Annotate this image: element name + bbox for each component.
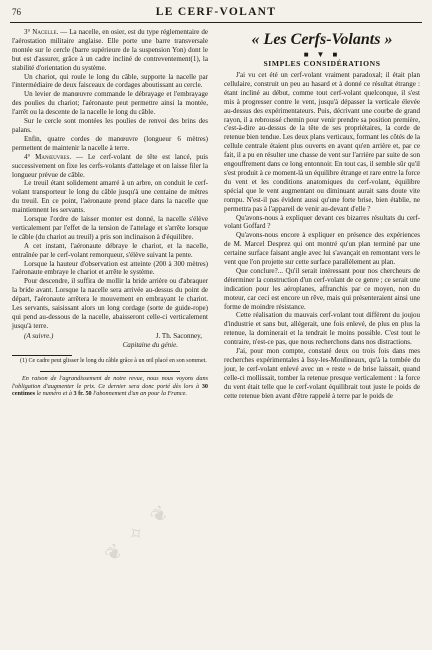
paragraph-poulies: Sur le cercle sont montées les poulies de renvoi des brins des palans. (12, 117, 208, 134)
header-rule (10, 22, 422, 23)
paragraph-issy: J'ai, pour mon compte, constaté deux ou trois fois dans mes recherches expérimentales à Issy-les-Moulineaux, qu'à la tombée du jour, le cerf-volant enlevé avec un « reste » de brise laissait, quand celle-ci mollissait, tomber la retenue presque verticalement : la force du vent était telle que le cerf-volant équilibrait tout juste le poids de cette retenue bien avant d'être rappelé à terre par le poids de (224, 347, 420, 400)
paragraph-hauteur: Lorsque la hauteur d'observation est atteinte (200 à 300 mètres) l'aéronaute embraye le chariot et arrête le système. (12, 259, 208, 277)
page-header (10, 7, 422, 23)
paragraph-ordre: Lorsque l'ordre de laisser monter est donné, la nacelle s'élève verticalement par l'effet de la tension de l'attelage et s'arrête lorsque le câble (du chariot au treuil) a pris son inclinaison à d'équilibre. (12, 215, 208, 241)
paragraph-manoeuvres: 4° Manœuvres. — Le cerf-volant de tête est lancé, puis successivement on fixe les cerfs-volants d'attelage et on laisse filer la longueur prévue de câble. (12, 152, 208, 179)
right-column (224, 28, 420, 401)
paragraph-nacelle: 3° Nacelle. — La nacelle, en osier, est du type réglementaire de l'aérostation militaire anglaise. Elle porte une barre transversale montée sur le cercle (barre supérieure de la suspension Yon) dont le but est d'assurer, grâce à un cadre incliné de contreventement(1), la stabilité d'orientation du système. (12, 28, 209, 72)
footnote-rule (12, 355, 72, 356)
paragraph-realisation: Cette réalisation du mauvais cerf-volant tout différent du joujou d'industrie et sans but, allégerait, une fois enlevé, de plus en plus la retenue, la dominerait et la tendrait le moins possible. C'est tout le contraire, n'est-ce pas, que nous recherchons dans nos distractions. (224, 311, 420, 347)
library-stamp: ❦ ✧ ❦ (100, 498, 177, 568)
paragraph-descendre: Pour descendre, il suffira de mollir la bride arrière ou d'abraquer la bride avant. Lorsque la nacelle sera arrivée au-dessus du point de départ, l'aéronaute arrêtera le mouvement en embrayant le chariot. Les servants, saisissant alors un long cordage (sorte de guide-rope) qui pend au-dessous de la nacelle, abaisseront celle-ci verticalement jusqu'à terre. (12, 277, 208, 330)
paragraph-cordes: Enfin, quatre cordes de manœuvre (longueur 6 mètres) permettent de maintenir la nacelle à terre. (12, 134, 208, 152)
to-be-continued: (A suivre.) (24, 331, 54, 340)
ornament-icon: ■ ▼ ■ (303, 50, 341, 59)
page-number: 76 (12, 7, 21, 17)
section-heading-manoeuvres: 4° Manœuvres. (24, 152, 72, 161)
price-notice: En raison de l'agrandissement de notre revue, nous nous voyons dans l'obligation d'augmenter le prix. Ce dernier sera donc porté dès lors à 30 centimes le numéro et à 3 fr. 50 l'abonnement d'un an pour la France. (12, 374, 208, 398)
paragraph-levier: Un levier de manœuvre commande le débrayage et l'embrayage des poulies du chariot; l'aéronaute peut permettre ainsi la montée, l'arrêt ou la descente de la nacelle le long du câble. (12, 90, 208, 117)
article-title: « Les Cerfs-Volants » (251, 31, 393, 48)
notice-rule (40, 371, 180, 372)
price-subscription: 3 fr. 50 (73, 390, 92, 398)
article-subtitle: SIMPLES CONSIDÉRATIONS (263, 59, 381, 68)
signature-row (12, 332, 208, 341)
paragraph-treuil: Le treuil étant solidement amarré à un arbre, on conduit le cerf-volant transporteur le long du câble jusqu'à une centaine de mètres du treuil. En ce point, l'aéronaute prend place dans la nacelle que maintiennent les servants. (12, 179, 208, 215)
paragraph-paradoxal: J'ai vu cet été un cerf-volant vraiment paradoxal; il était plan cellulaire, construit un peu au hasard et à donné ce résultat étrange : étant incliné au début, comme tout cerf-volant quelconque, il s'est mis à progresser contre le vent, jusqu'à dépasser la verticale élevée au-dessus des expérimentateurs. Puis, décrivant une courbe de grand rayon, il a rebroussé chemin pour venir prendre sa position première, c'est-à-dire au-dessus de la tête de ses propriétaires, la corde de retenue bien tendue. Les deux plans verticaux, formant les côtés de la cellule centrale étaient plus ouverts en avant qu'en arrière et, par ce fait, il a pu en résulter une chasse de vent sur l'arrière par suite de son engouffrement dans ce long entonnoir. En tout cas, il semble sûr qu'il s'est produit à ce moment-là un équilibre étrange et rare entre la force du vent et les conditions anatomiques du cerf-volant, équilibre spécial que le vent augmentant ou diminuant aurait sans doute vite rompu. N'est-il pas évident aussi qu'une forte brise, bien établie, ne permettra pas à l'appareil de venir au-devant d'elle ? (224, 71, 420, 213)
price-per-issue: 30 centimes (12, 382, 208, 398)
paragraph-goffard: Qu'avons-nous à expliquer devant ces bizarres résultats du cerf-volant Goffard ? (224, 213, 420, 231)
paragraph-desprez: Qu'avons-nous encore à expliquer en présence des expériences de M. Marcel Desprez qui ont montré qu'un plan terminé par une certaine surface faisant angle avec lui s'avançait en remontant vers le vent que l'on projette sur cette surface parallèlement au plan. (224, 231, 420, 267)
paragraph-debraye: A cet instant, l'aéronaute débraye le chariot, et la nacelle, entraînée par le cerf-volant remorqueur, s'élève suivant la pente. (12, 241, 208, 259)
paragraph-conclure: Que conclure?... Qu'il serait intéressant pour nos chercheurs de déterminer la construction d'un cerf-volant de ce genre ; ce serait une indication pour les aéroplanes, affranchis par ce moyen, non du moteur, car ceci est encore un rêve, mais qui présenteraient ainsi une forme de moindre résistance. (224, 266, 420, 311)
footnote: (1) Ce cadre peut glisser le long du câble grâce à un œil placé en son sommet. (20, 357, 207, 364)
paragraph-chariot: Un chariot, qui roule le long du câble, supporte la nacelle par l'intermédiaire de deux faisceaux de cordages aboutissant au cercle. (12, 72, 208, 90)
section-heading-nacelle: 3° Nacelle. (24, 28, 59, 36)
author-name: J. Th. Saconney, (155, 331, 202, 340)
left-column (12, 28, 208, 398)
journal-title: LE CERF-VOLANT (155, 6, 277, 18)
author-title: Capitaine du génie. (122, 340, 178, 349)
